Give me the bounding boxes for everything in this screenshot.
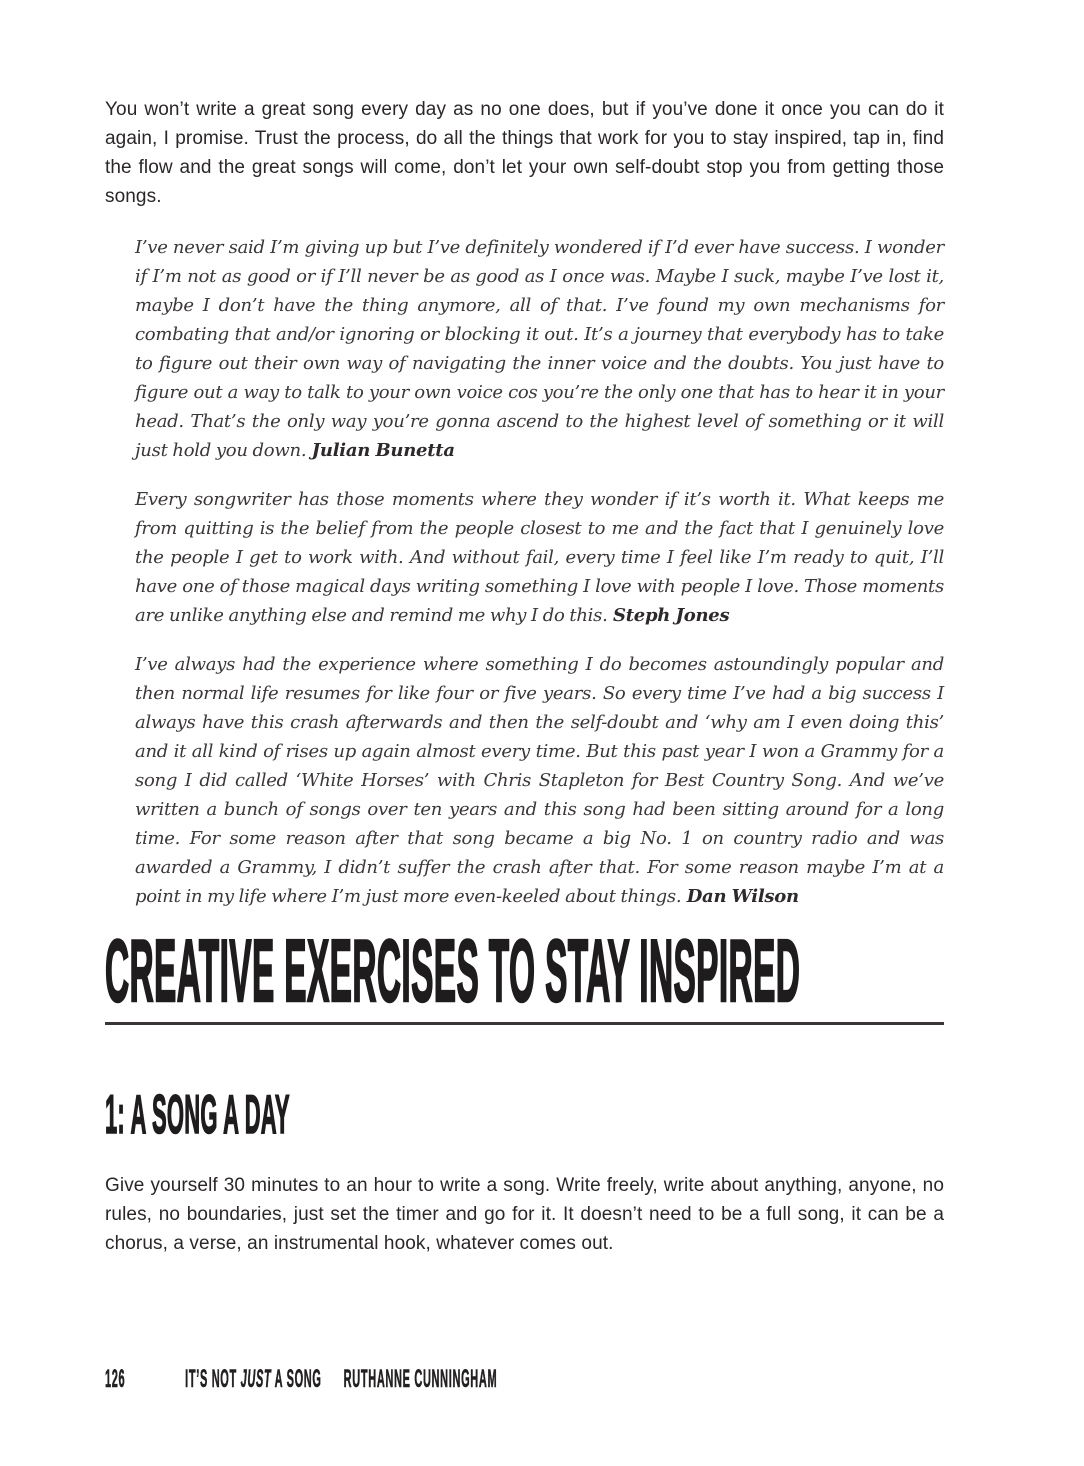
quote-block-steph-jones: [135, 485, 944, 630]
quote-attribution: Dan Wilson: [686, 886, 799, 907]
quote-text: I’ve never said I’m giving up but I’ve definitely wondered if I’d ever have success. I wonder if I’m not as good or if I’ll never be as good as I once was. Maybe I suck, maybe I’ve lost it, maybe I don’t have the thing anymore, all of that. I’ve found my own mechanisms for combating that and/or ignoring or blocking it out. It’s a journey that everybody has to take to figure out their own way of navigating the inner voice and the doubts. You just have to figure out a way to talk to your own voice cos you’re the only one that has to hear it in your head. That’s the only way you’re gonna ascend to the highest level of something or it will just hold you down.: [135, 237, 944, 461]
footer-content: [105, 1366, 497, 1392]
page-number: 126: [105, 1365, 126, 1393]
footer-author: RUTHANNE CUNNINGHAM: [343, 1365, 498, 1393]
quote-block-dan-wilson: [135, 650, 944, 911]
exercise-heading: [105, 1083, 944, 1145]
exercise-heading-text: 1: A SONG A DAY: [105, 1083, 290, 1145]
footer-title-italic: JUST: [240, 1365, 272, 1393]
section-rule: [105, 1022, 944, 1025]
footer-title-suffix: A SONG: [271, 1365, 322, 1393]
section-heading: [105, 921, 944, 1020]
section-heading-block: [105, 921, 944, 1025]
page-footer: [105, 1366, 997, 1392]
footer-book-title: [185, 1365, 321, 1393]
quote-text: I’ve always had the experience where something I do becomes astoundingly popular and then normal life resumes for like four or five years. So every time I’ve had a big success I always have this crash afterwards and then the self-doubt and ‘why am I even doing this’ and it all kind of rises up again almost every time. But this past year I won a Grammy for a song I did called ‘White Horses’ with Chris Stapleton for Best Country Song. And we’ve written a bunch of songs over ten years and this song had been sitting around for a long time. For some reason after that song became a big No. 1 on country radio and was awarded a Grammy, I didn’t suffer the crash after that. For some reason maybe I’m at a point in my life where I’m just more even-keeled about things.: [135, 654, 944, 907]
section-heading-text: CREATIVE EXERCISES TO STAY INSPIRED: [105, 921, 801, 1020]
quote-attribution: Julian Bunetta: [311, 440, 455, 461]
quote-block-julian-bunetta: [135, 233, 944, 465]
quote-attribution: Steph Jones: [612, 605, 730, 626]
footer-title-prefix: IT’S NOT: [185, 1365, 241, 1393]
quote-text: Every songwriter has those moments where they wonder if it’s worth it. What keeps me from quitting is the belief from the people closest to me and the fact that I genuinely love the people I get to work with. And without fail, every time I feel like I’m ready to quit, I’ll have one of those magical days writing something I love with people I love. Those moments are unlike anything else and remind me why I do this.: [135, 489, 944, 626]
quotes-section: [105, 233, 944, 911]
intro-paragraph: You won’t write a great song every day as no one does, but if you’ve done it once you can do it again, I promise. Trust the process, do all the things that work for you to stay inspired, tap in, find the flow and the great songs will come, don’t let your own self-doubt stop you from getting those songs.: [105, 99, 944, 207]
exercise-paragraph: Give yourself 30 minutes to an hour to write a song. Write freely, write about anything, anyone, no rules, no boundaries, just set the timer and go for it. It doesn’t need to be a full song, it can be a chorus, a verse, an instrumental hook, whatever comes out.: [105, 1175, 944, 1254]
